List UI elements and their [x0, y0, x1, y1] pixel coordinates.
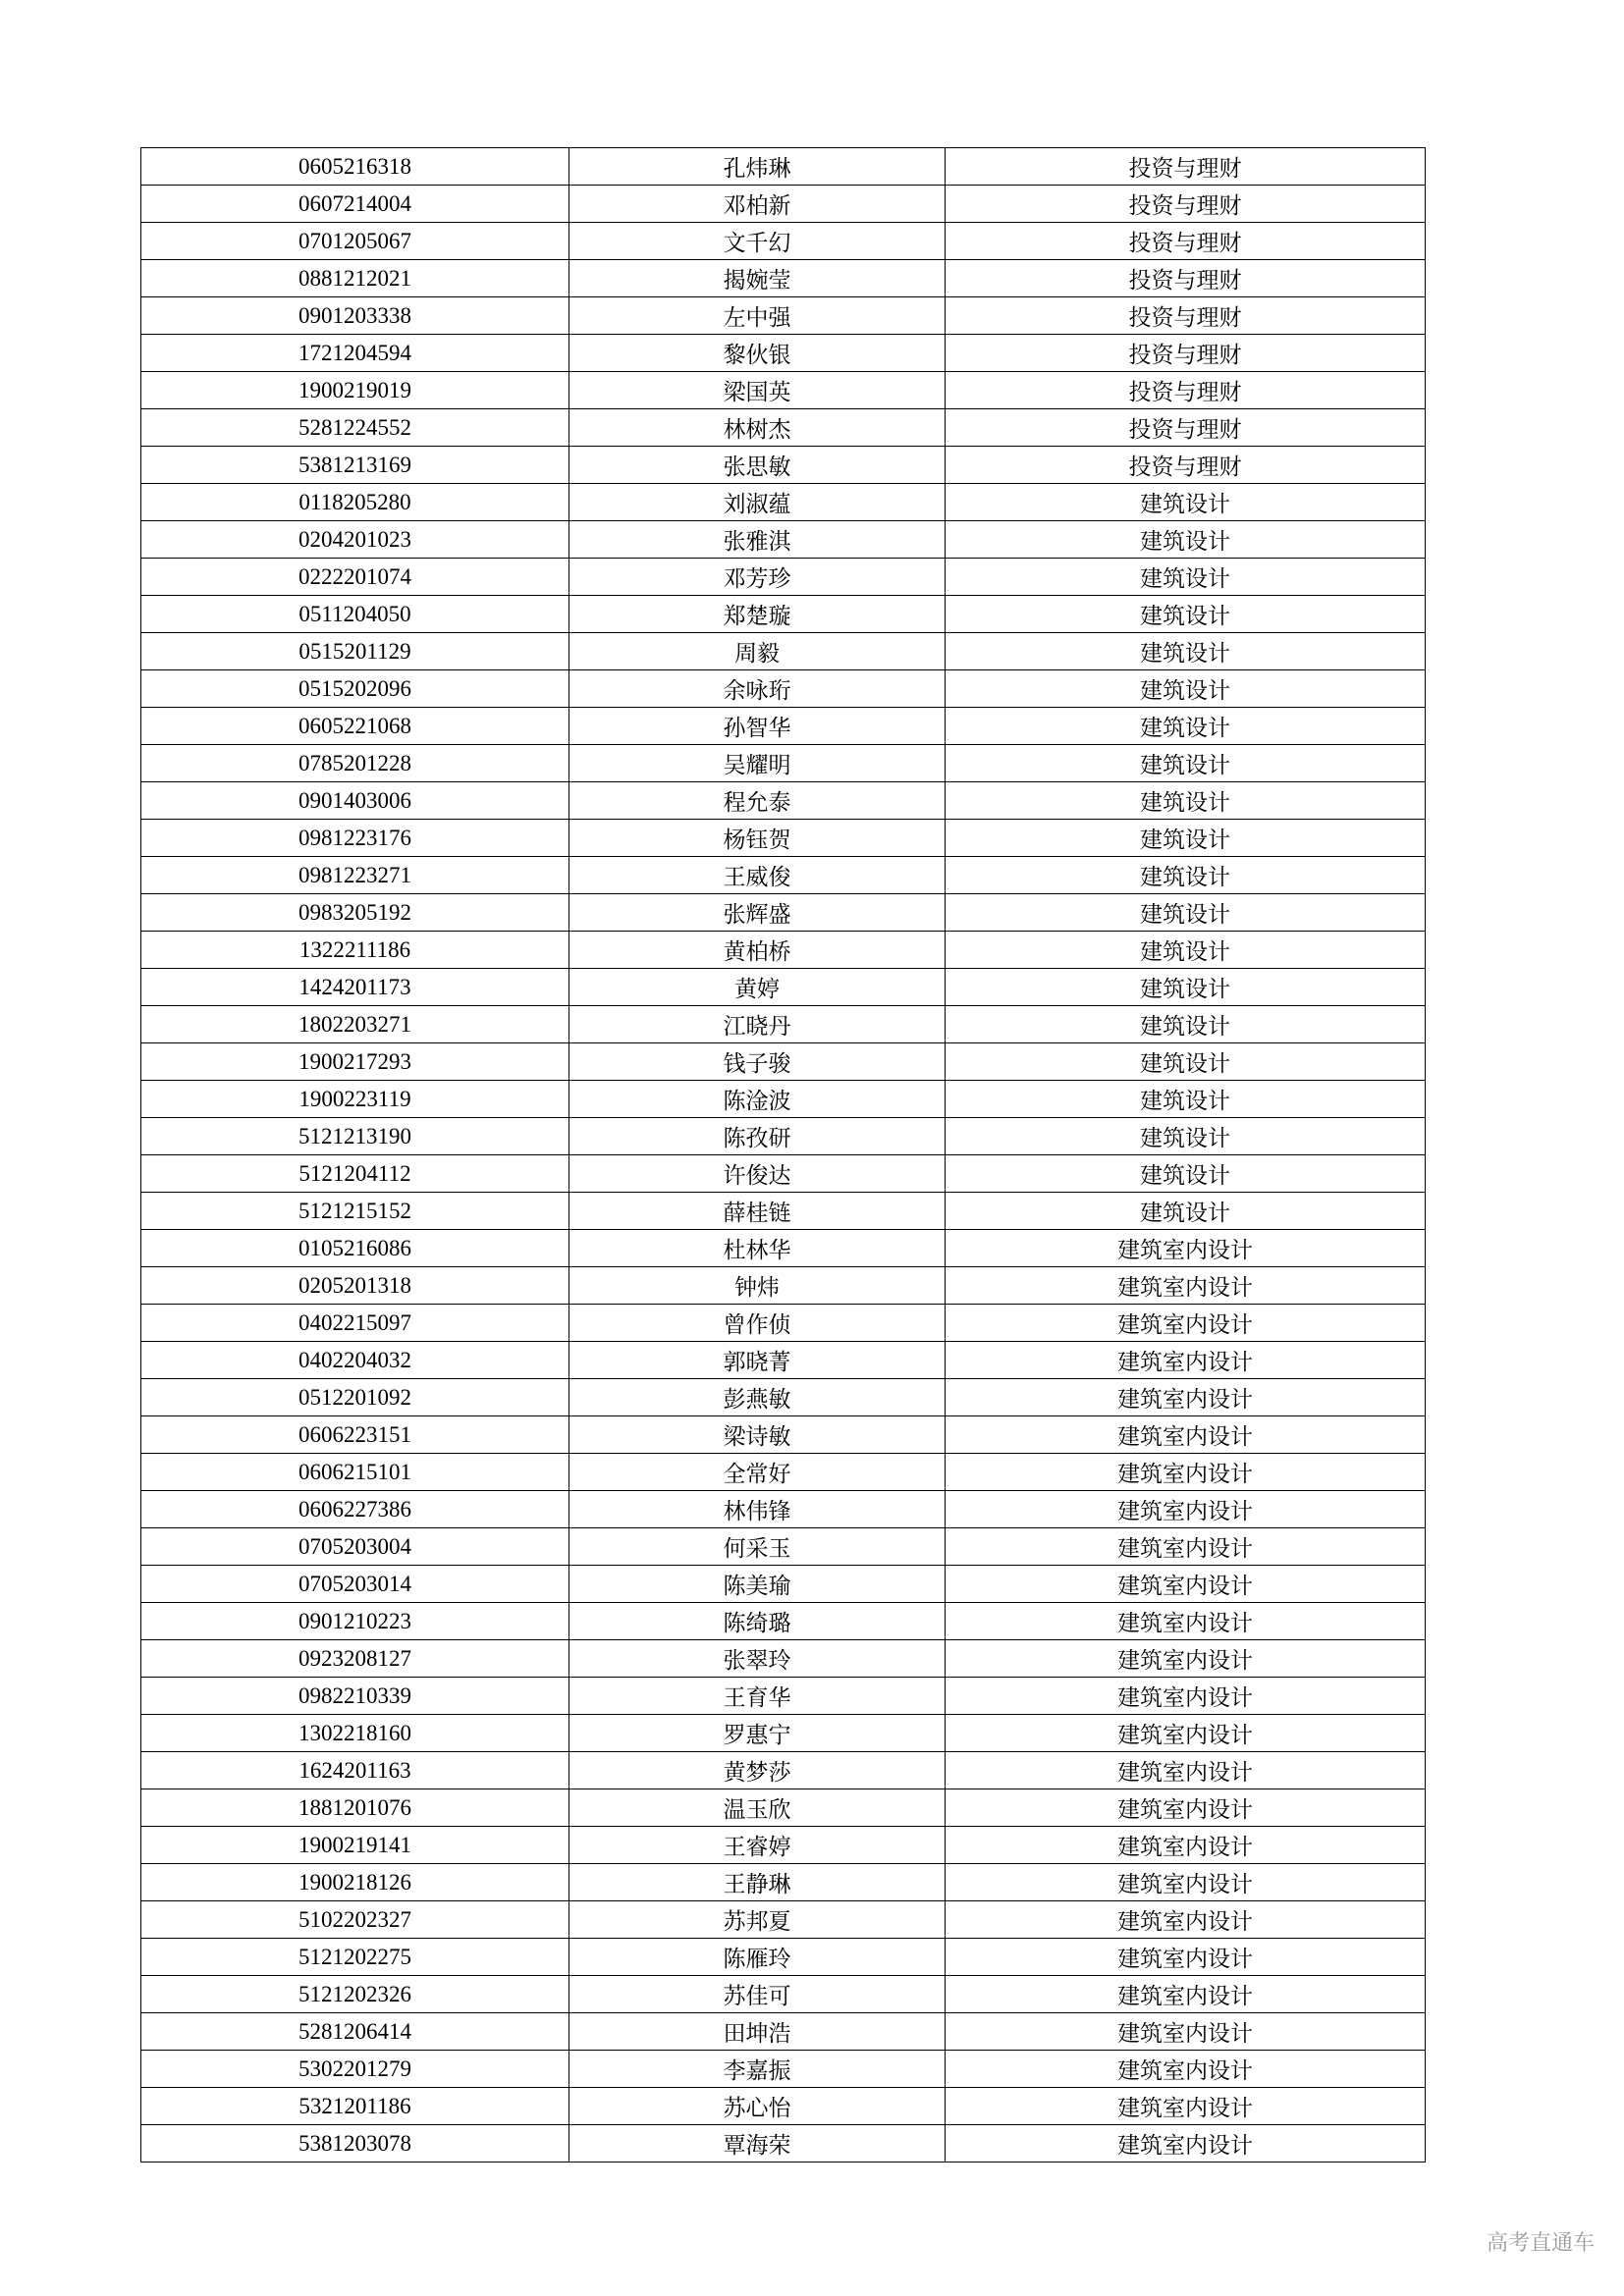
student-name-cell: 罗惠宁 [569, 1715, 946, 1752]
table-row [141, 1640, 1426, 1678]
student-name-cell: 文千幻 [569, 223, 946, 260]
student-id-cell: 0205201318 [141, 1267, 569, 1305]
student-name-cell: 陈淦波 [569, 1081, 946, 1118]
student-id-cell: 5102202327 [141, 1901, 569, 1939]
table-row [141, 2051, 1426, 2088]
student-id-cell: 5121215152 [141, 1193, 569, 1230]
student-name-cell: 张翠玲 [569, 1640, 946, 1678]
student-id-cell: 0105216086 [141, 1230, 569, 1267]
student-id-cell: 0605221068 [141, 708, 569, 745]
table-row [141, 260, 1426, 297]
major-cell: 建筑室内设计 [946, 1640, 1426, 1678]
major-cell: 建筑室内设计 [946, 1342, 1426, 1379]
major-cell: 建筑设计 [946, 1043, 1426, 1081]
major-cell: 投资与理财 [946, 148, 1426, 186]
student-name-cell: 林树杰 [569, 409, 946, 447]
student-id-cell: 0605216318 [141, 148, 569, 186]
student-name-cell: 黄柏桥 [569, 932, 946, 969]
table-row [141, 372, 1426, 409]
table-row [141, 1528, 1426, 1566]
student-id-cell: 5281224552 [141, 409, 569, 447]
student-id-cell: 0607214004 [141, 186, 569, 223]
student-id-cell: 1322211186 [141, 932, 569, 969]
major-cell: 投资与理财 [946, 409, 1426, 447]
student-id-cell: 0118205280 [141, 484, 569, 521]
table-row [141, 1193, 1426, 1230]
student-name-cell: 陈绮璐 [569, 1603, 946, 1640]
major-cell: 建筑室内设计 [946, 1528, 1426, 1566]
major-cell: 建筑室内设计 [946, 1789, 1426, 1827]
table-row [141, 1267, 1426, 1305]
student-id-cell: 0606223151 [141, 1416, 569, 1454]
student-name-cell: 孔炜琳 [569, 148, 946, 186]
major-cell: 建筑设计 [946, 1118, 1426, 1155]
student-id-cell: 5121202275 [141, 1939, 569, 1976]
major-cell: 建筑室内设计 [946, 1752, 1426, 1789]
student-id-cell: 0901210223 [141, 1603, 569, 1640]
table-row [141, 1416, 1426, 1454]
student-id-cell: 1721204594 [141, 335, 569, 372]
student-name-cell: 覃海荣 [569, 2125, 946, 2163]
student-name-cell: 全常好 [569, 1454, 946, 1491]
student-name-cell: 陈美瑜 [569, 1566, 946, 1603]
table-row [141, 1901, 1426, 1939]
student-id-cell: 0515201129 [141, 633, 569, 670]
student-id-cell: 1900223119 [141, 1081, 569, 1118]
major-cell: 建筑室内设计 [946, 1976, 1426, 2013]
major-cell: 投资与理财 [946, 223, 1426, 260]
table-row [141, 297, 1426, 335]
student-id-cell: 0204201023 [141, 521, 569, 559]
student-id-cell: 0402204032 [141, 1342, 569, 1379]
table-row [141, 1118, 1426, 1155]
student-id-cell: 0901203338 [141, 297, 569, 335]
table-row [141, 1491, 1426, 1528]
student-name-cell: 郭晓菁 [569, 1342, 946, 1379]
major-cell: 建筑设计 [946, 1081, 1426, 1118]
student-id-cell: 0606215101 [141, 1454, 569, 1491]
major-cell: 投资与理财 [946, 335, 1426, 372]
table-row [141, 1864, 1426, 1901]
major-cell: 投资与理财 [946, 297, 1426, 335]
student-name-cell: 林伟锋 [569, 1491, 946, 1528]
student-name-cell: 余咏珩 [569, 670, 946, 708]
table-row [141, 820, 1426, 857]
table-row [141, 1006, 1426, 1043]
table-row [141, 596, 1426, 633]
student-name-cell: 邓芳珍 [569, 559, 946, 596]
table-row [141, 148, 1426, 186]
major-cell: 建筑室内设计 [946, 1305, 1426, 1342]
student-name-cell: 王静琳 [569, 1864, 946, 1901]
major-cell: 建筑室内设计 [946, 1454, 1426, 1491]
major-cell: 建筑室内设计 [946, 1939, 1426, 1976]
table-row [141, 782, 1426, 820]
student-id-cell: 5302201279 [141, 2051, 569, 2088]
student-roster-table [140, 147, 1426, 2163]
table-row [141, 1305, 1426, 1342]
table-row [141, 708, 1426, 745]
table-row [141, 1081, 1426, 1118]
student-id-cell: 1302218160 [141, 1715, 569, 1752]
student-id-cell: 0515202096 [141, 670, 569, 708]
table-row [141, 1827, 1426, 1864]
table-row [141, 1678, 1426, 1715]
table-row [141, 1454, 1426, 1491]
student-id-cell: 1424201173 [141, 969, 569, 1006]
student-name-cell: 江晓丹 [569, 1006, 946, 1043]
major-cell: 建筑室内设计 [946, 2125, 1426, 2163]
major-cell: 建筑设计 [946, 596, 1426, 633]
table-row [141, 633, 1426, 670]
student-name-cell: 何采玉 [569, 1528, 946, 1566]
table-row [141, 1939, 1426, 1976]
student-id-cell: 5121204112 [141, 1155, 569, 1193]
student-id-cell: 1900219019 [141, 372, 569, 409]
table-row [141, 1155, 1426, 1193]
student-name-cell: 王育华 [569, 1678, 946, 1715]
student-id-cell: 1900217293 [141, 1043, 569, 1081]
student-id-cell: 0982210339 [141, 1678, 569, 1715]
student-name-cell: 苏邦夏 [569, 1901, 946, 1939]
student-name-cell: 周毅 [569, 633, 946, 670]
major-cell: 建筑设计 [946, 708, 1426, 745]
watermark: 高考直通车 [1486, 2230, 1595, 2255]
major-cell: 建筑设计 [946, 521, 1426, 559]
student-name-cell: 黄梦莎 [569, 1752, 946, 1789]
student-name-cell: 邓柏新 [569, 186, 946, 223]
student-id-cell: 0705203004 [141, 1528, 569, 1566]
student-id-cell: 5121213190 [141, 1118, 569, 1155]
major-cell: 建筑设计 [946, 633, 1426, 670]
student-id-cell: 1881201076 [141, 1789, 569, 1827]
table-row [141, 1976, 1426, 2013]
major-cell: 建筑室内设计 [946, 1566, 1426, 1603]
student-name-cell: 梁诗敏 [569, 1416, 946, 1454]
student-id-cell: 0402215097 [141, 1305, 569, 1342]
table-row [141, 1789, 1426, 1827]
student-id-cell: 0881212021 [141, 260, 569, 297]
major-cell: 建筑设计 [946, 745, 1426, 782]
major-cell: 建筑设计 [946, 969, 1426, 1006]
table-row [141, 1379, 1426, 1416]
student-id-cell: 1802203271 [141, 1006, 569, 1043]
major-cell: 建筑室内设计 [946, 1603, 1426, 1640]
student-name-cell: 陈雁玲 [569, 1939, 946, 1976]
major-cell: 建筑设计 [946, 484, 1426, 521]
major-cell: 建筑室内设计 [946, 2013, 1426, 2051]
major-cell: 建筑室内设计 [946, 1715, 1426, 1752]
student-name-cell: 钱子骏 [569, 1043, 946, 1081]
student-id-cell: 1900218126 [141, 1864, 569, 1901]
student-name-cell: 李嘉振 [569, 2051, 946, 2088]
table-row [141, 670, 1426, 708]
major-cell: 建筑室内设计 [946, 1901, 1426, 1939]
student-id-cell: 1624201163 [141, 1752, 569, 1789]
student-name-cell: 许俊达 [569, 1155, 946, 1193]
student-name-cell: 苏心怡 [569, 2088, 946, 2125]
roster-table-body [141, 148, 1426, 2163]
major-cell: 建筑室内设计 [946, 1864, 1426, 1901]
student-name-cell: 杜林华 [569, 1230, 946, 1267]
student-name-cell: 刘淑蕴 [569, 484, 946, 521]
major-cell: 建筑设计 [946, 857, 1426, 894]
major-cell: 建筑室内设计 [946, 1678, 1426, 1715]
student-id-cell: 5281206414 [141, 2013, 569, 2051]
table-row [141, 1230, 1426, 1267]
major-cell: 建筑设计 [946, 1006, 1426, 1043]
major-cell: 建筑室内设计 [946, 1827, 1426, 1864]
student-id-cell: 0923208127 [141, 1640, 569, 1678]
student-id-cell: 5321201186 [141, 2088, 569, 2125]
student-id-cell: 0785201228 [141, 745, 569, 782]
student-name-cell: 田坤浩 [569, 2013, 946, 2051]
table-row [141, 1752, 1426, 1789]
major-cell: 建筑设计 [946, 894, 1426, 932]
student-id-cell: 0512201092 [141, 1379, 569, 1416]
major-cell: 建筑室内设计 [946, 2051, 1426, 2088]
student-name-cell: 黎伙银 [569, 335, 946, 372]
table-row [141, 223, 1426, 260]
major-cell: 建筑设计 [946, 782, 1426, 820]
major-cell: 建筑设计 [946, 670, 1426, 708]
student-id-cell: 5381203078 [141, 2125, 569, 2163]
student-id-cell: 0981223271 [141, 857, 569, 894]
student-name-cell: 王睿婷 [569, 1827, 946, 1864]
table-row [141, 2088, 1426, 2125]
student-name-cell: 温玉欣 [569, 1789, 946, 1827]
student-name-cell: 程允泰 [569, 782, 946, 820]
major-cell: 建筑设计 [946, 559, 1426, 596]
student-name-cell: 陈孜研 [569, 1118, 946, 1155]
student-name-cell: 张雅淇 [569, 521, 946, 559]
major-cell: 建筑设计 [946, 1155, 1426, 1193]
table-row [141, 447, 1426, 484]
major-cell: 建筑室内设计 [946, 2088, 1426, 2125]
student-name-cell: 张思敏 [569, 447, 946, 484]
student-id-cell: 0222201074 [141, 559, 569, 596]
major-cell: 建筑室内设计 [946, 1267, 1426, 1305]
student-name-cell: 杨钰贺 [569, 820, 946, 857]
student-name-cell: 揭婉莹 [569, 260, 946, 297]
table-row [141, 1603, 1426, 1640]
table-row [141, 857, 1426, 894]
major-cell: 投资与理财 [946, 260, 1426, 297]
table-row [141, 559, 1426, 596]
table-row [141, 932, 1426, 969]
student-name-cell: 孙智华 [569, 708, 946, 745]
student-name-cell: 薛桂链 [569, 1193, 946, 1230]
student-name-cell: 梁国英 [569, 372, 946, 409]
table-row [141, 1715, 1426, 1752]
table-row [141, 745, 1426, 782]
student-name-cell: 彭燕敏 [569, 1379, 946, 1416]
table-row [141, 2125, 1426, 2163]
student-name-cell: 王威俊 [569, 857, 946, 894]
table-row [141, 1342, 1426, 1379]
table-row [141, 186, 1426, 223]
table-row [141, 484, 1426, 521]
student-name-cell: 郑楚璇 [569, 596, 946, 633]
student-name-cell: 左中强 [569, 297, 946, 335]
table-row [141, 2013, 1426, 2051]
table-row [141, 409, 1426, 447]
student-name-cell: 吴耀明 [569, 745, 946, 782]
major-cell: 建筑室内设计 [946, 1379, 1426, 1416]
student-id-cell: 0983205192 [141, 894, 569, 932]
student-name-cell: 曾作侦 [569, 1305, 946, 1342]
major-cell: 投资与理财 [946, 447, 1426, 484]
student-name-cell: 张辉盛 [569, 894, 946, 932]
table-row [141, 1043, 1426, 1081]
major-cell: 建筑设计 [946, 820, 1426, 857]
student-id-cell: 1900219141 [141, 1827, 569, 1864]
student-name-cell: 钟炜 [569, 1267, 946, 1305]
student-name-cell: 黄婷 [569, 969, 946, 1006]
student-id-cell: 5381213169 [141, 447, 569, 484]
student-id-cell: 0901403006 [141, 782, 569, 820]
student-id-cell: 0511204050 [141, 596, 569, 633]
student-id-cell: 5121202326 [141, 1976, 569, 2013]
major-cell: 建筑室内设计 [946, 1491, 1426, 1528]
student-id-cell: 0606227386 [141, 1491, 569, 1528]
student-id-cell: 0701205067 [141, 223, 569, 260]
major-cell: 建筑室内设计 [946, 1416, 1426, 1454]
major-cell: 投资与理财 [946, 372, 1426, 409]
table-row [141, 894, 1426, 932]
student-id-cell: 0705203014 [141, 1566, 569, 1603]
table-row [141, 969, 1426, 1006]
student-id-cell: 0981223176 [141, 820, 569, 857]
table-row [141, 521, 1426, 559]
major-cell: 建筑设计 [946, 932, 1426, 969]
major-cell: 投资与理财 [946, 186, 1426, 223]
table-row [141, 1566, 1426, 1603]
major-cell: 建筑设计 [946, 1193, 1426, 1230]
student-name-cell: 苏佳可 [569, 1976, 946, 2013]
table-row [141, 335, 1426, 372]
major-cell: 建筑室内设计 [946, 1230, 1426, 1267]
